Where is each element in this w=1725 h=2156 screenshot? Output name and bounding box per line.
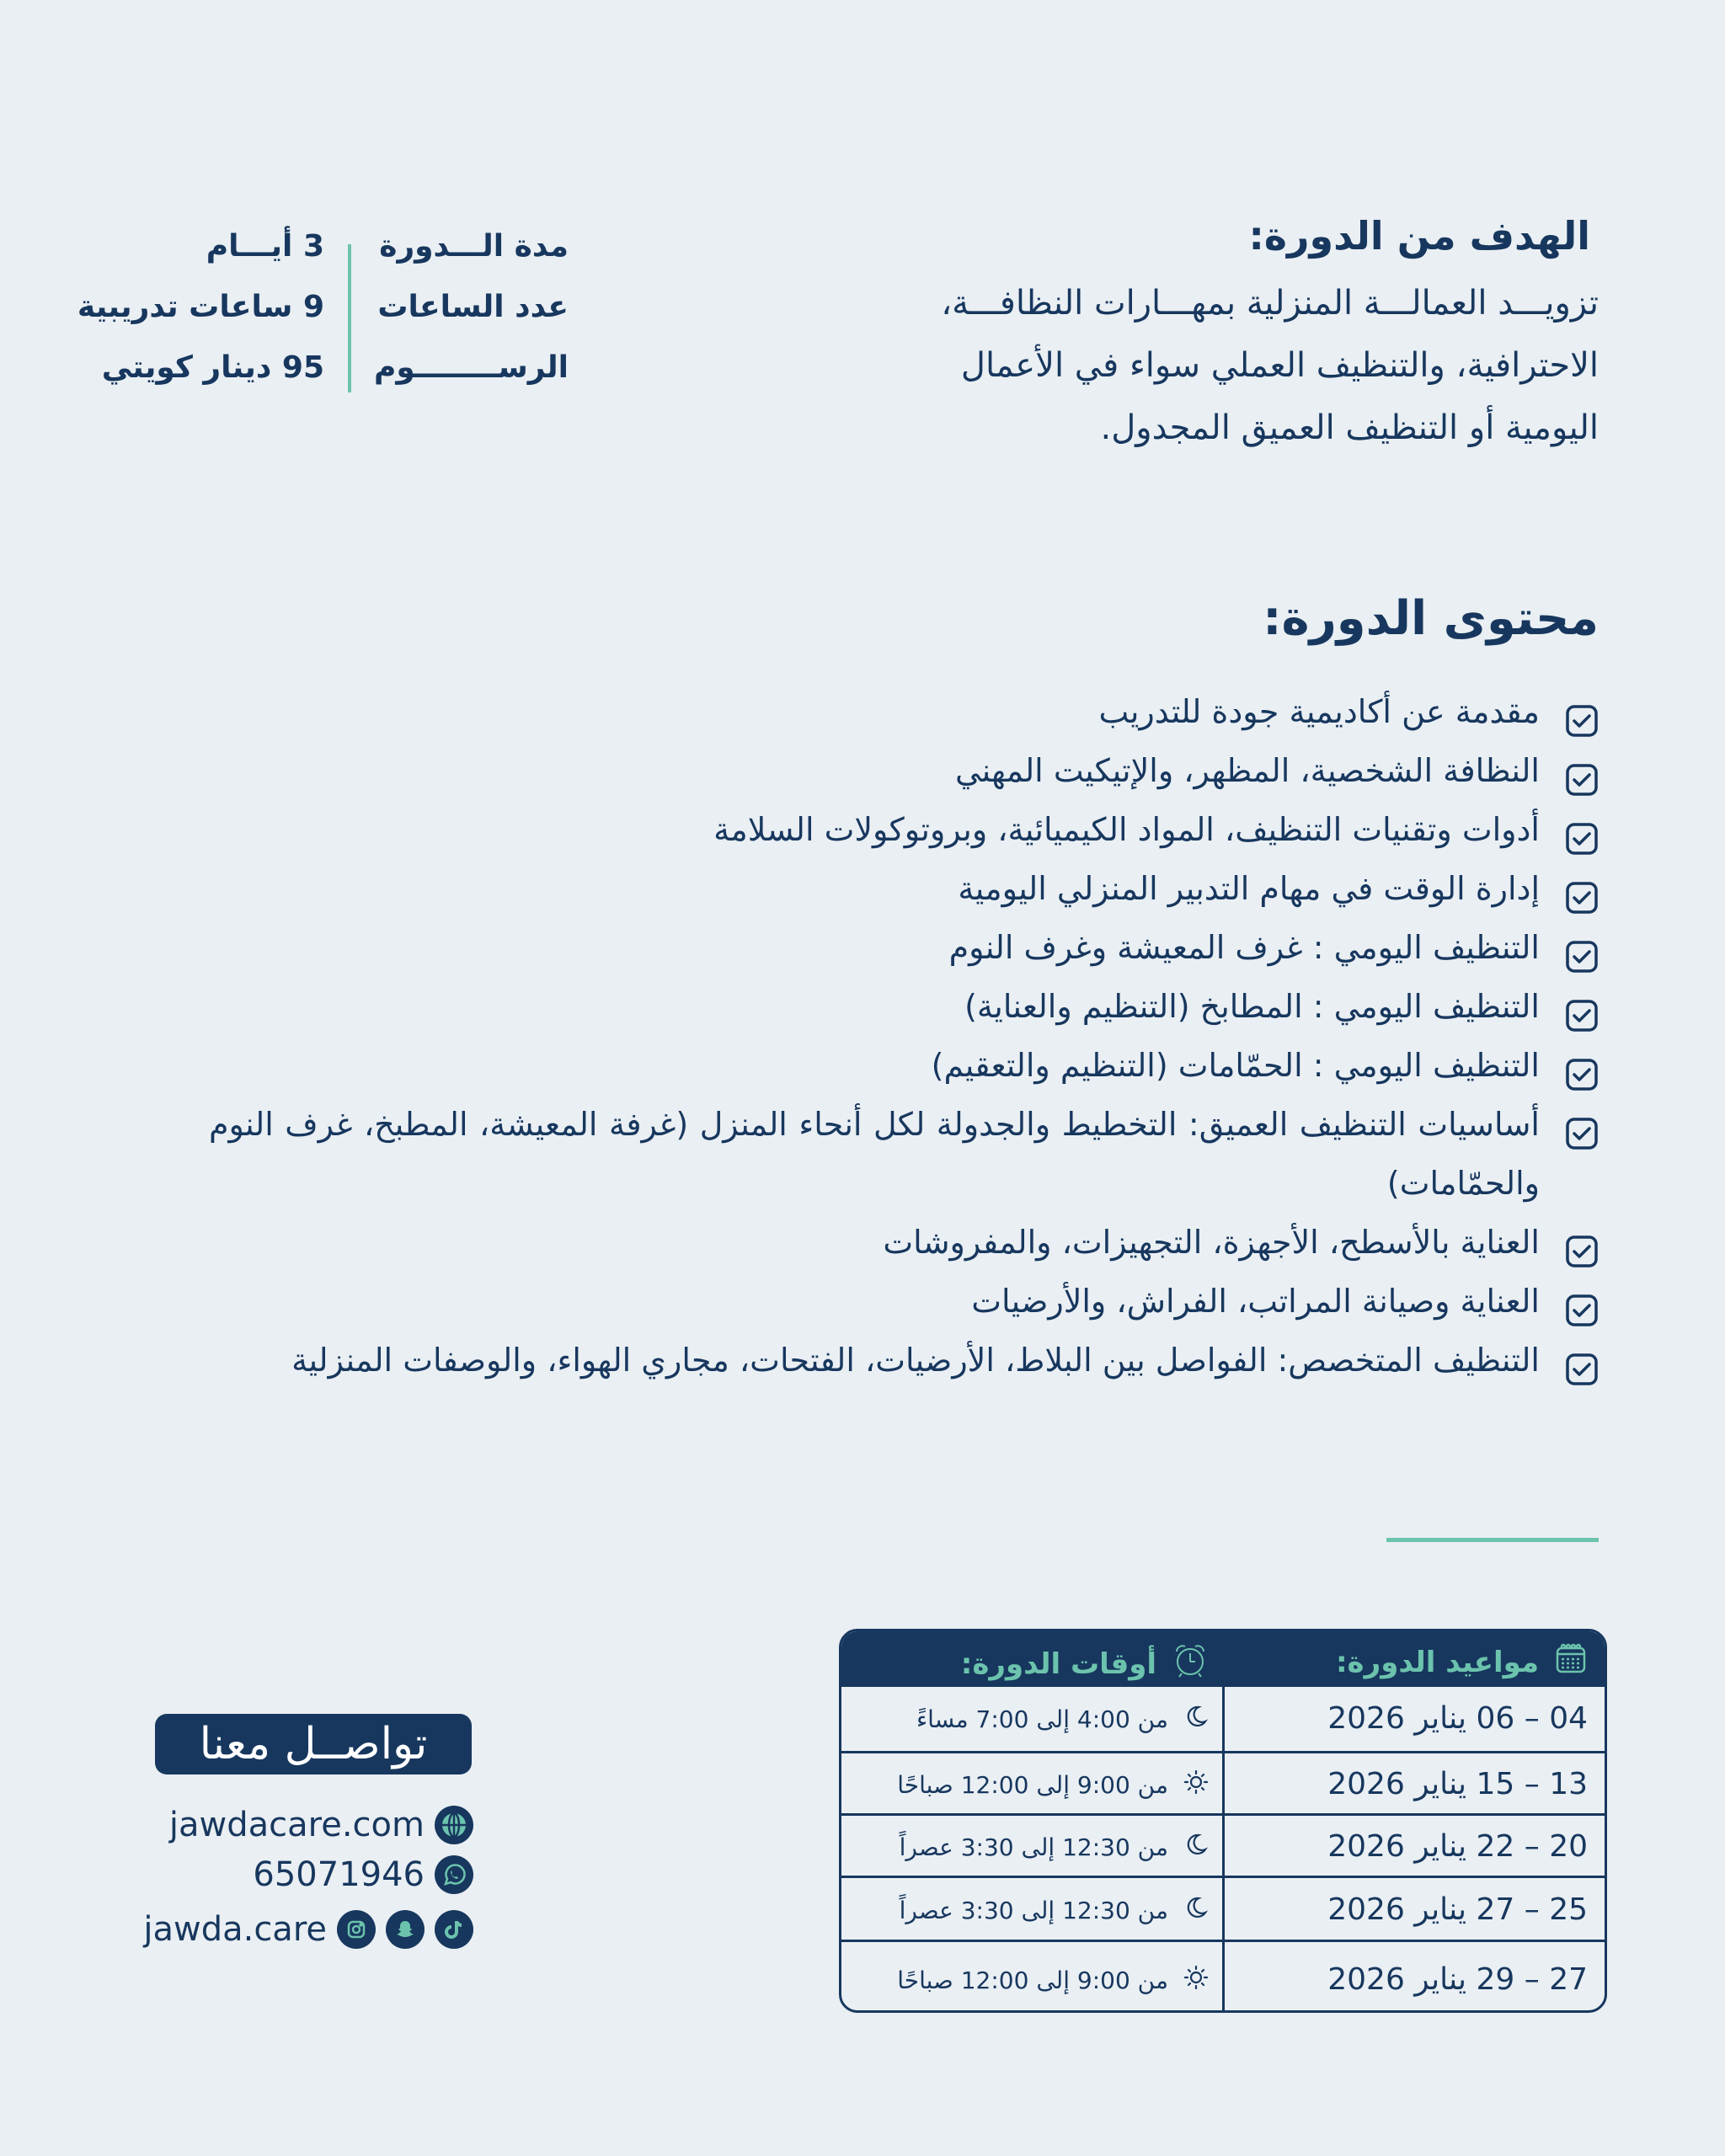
content-item [209, 1095, 1599, 1213]
content-item-text: أدوات وتقنيات التنظيف، المواد الكيميائية، وبروتوكولات السلامة [713, 811, 1540, 848]
schedule-time: من 12:30 إلى 3:30 عصراً [899, 1896, 1168, 1924]
checkbox-checked-icon [1565, 933, 1599, 967]
globe-icon [435, 1806, 473, 1844]
goal-text: تزويـــد العمالـــة المنزلية بمهـــارات النظافـــة، الاحترافية، والتنظيف العملي سواء في الأعمال اليومية أو التنظيف العميق المجدول. [941, 284, 1599, 447]
content-item [209, 1272, 1599, 1331]
schedule-row [841, 1876, 1605, 1940]
schedule-time-cell [897, 1942, 1209, 2013]
content-item-text: التنظيف اليومي : الحمّامات (التنظيم والتعقيم) [931, 1047, 1540, 1084]
info-label: الرســــــــوم [373, 350, 569, 385]
content-item-text: العناية بالأسطح، الأجهزة، التجهيزات، والمفروشات [883, 1224, 1540, 1261]
content-item-text: التنظيف المتخصص: الفواصل بين البلاط، الأرضيات، الفتحات، مجاري الهواء، والوصفات المنزلية [291, 1342, 1540, 1379]
schedule-time-cell [897, 1753, 1209, 1816]
times-header-label: أوقات الدورة: [960, 1646, 1156, 1681]
calendar-icon [1554, 1641, 1588, 1683]
course-info [77, 221, 569, 398]
moon-icon [1183, 1895, 1209, 1926]
content-title: محتوى الدورة: [1263, 591, 1599, 646]
dates-header [1336, 1641, 1588, 1683]
content-item-text: التنظيف اليومي : غرف المعيشة وغرف النوم [948, 929, 1540, 966]
info-value: 9 ساعات تدريبية [77, 290, 324, 324]
schedule-time: من 4:00 إلى 7:00 مساءً [916, 1705, 1168, 1733]
checkbox-checked-icon [1565, 756, 1599, 790]
checkbox-checked-icon [1565, 1346, 1599, 1380]
content-item [209, 977, 1599, 1036]
schedule-row [841, 1813, 1605, 1876]
goal-title: الهدف من الدورة: [1248, 213, 1590, 259]
checkbox-checked-icon [1565, 815, 1599, 849]
checkbox-checked-icon [1565, 992, 1599, 1026]
website-link[interactable]: jawdacare.com [168, 1806, 425, 1844]
schedule-date: 20 – 22 يناير 2026 [1327, 1829, 1588, 1864]
content-item-text: أساسيات التنظيف العميق: التخطيط والجدولة لكل أنحاء المنزل (غرفة المعيشة، المطبخ، غرف النوم والحمّامات) [209, 1106, 1540, 1202]
schedule-time-cell [900, 1878, 1209, 1942]
content-list [209, 682, 1599, 1390]
sun-icon [1183, 1965, 1209, 1996]
checkbox-checked-icon [1565, 1051, 1599, 1085]
social-handle[interactable]: jawda.care [143, 1910, 327, 1949]
tiktok-icon[interactable] [435, 1910, 473, 1949]
schedule-time: من 9:00 إلى 12:00 صباحًا [897, 1966, 1168, 1994]
website-row [84, 1804, 473, 1846]
info-label: مدة الـــدورة [379, 229, 569, 264]
content-item-text: التنظيف اليومي : المطابخ (التنظيم والعناية) [964, 988, 1540, 1025]
social-row [84, 1908, 473, 1951]
schedule-time: من 12:30 إلى 3:30 عصراً [899, 1833, 1168, 1861]
info-row-duration [88, 229, 569, 288]
schedule-time: من 9:00 إلى 12:00 صباحًا [897, 1770, 1168, 1799]
schedule-row [841, 1751, 1605, 1813]
schedule-time-cell [900, 1816, 1209, 1878]
schedule-row [841, 1687, 1605, 1751]
content-item [209, 918, 1599, 977]
content-item [209, 682, 1599, 741]
contact-us-button[interactable]: تواصــل معنا [155, 1714, 472, 1774]
times-header [961, 1641, 1209, 1686]
schedule-time-cell [916, 1687, 1209, 1751]
content-item [209, 1036, 1599, 1095]
schedule-row [841, 1940, 1605, 2013]
moon-icon [1183, 1704, 1209, 1735]
phone-number[interactable]: 65071946 [253, 1855, 425, 1894]
content-item [209, 859, 1599, 918]
content-item [209, 800, 1599, 859]
sun-icon [1183, 1769, 1209, 1801]
info-row-fees [88, 350, 569, 409]
content-section [209, 581, 1599, 1390]
schedule-date: 27 – 29 يناير 2026 [1327, 1962, 1588, 1997]
checkbox-checked-icon [1565, 874, 1599, 908]
schedule-date: 04 – 06 يناير 2026 [1327, 1701, 1588, 1736]
info-row-hours [77, 290, 569, 349]
schedule-date: 25 – 27 يناير 2026 [1327, 1892, 1588, 1927]
schedule-table [839, 1629, 1607, 2013]
content-item-text: النظافة الشخصية، المظهر، والإتيكيت المهني [954, 752, 1540, 789]
info-label: عدد الساعات [377, 290, 569, 324]
whatsapp-icon [435, 1855, 473, 1894]
moon-icon [1183, 1832, 1209, 1863]
content-item-text: العناية وصيانة المراتب، الفراش، والأرضيات [971, 1283, 1540, 1320]
schedule-date: 13 – 15 يناير 2026 [1327, 1767, 1588, 1801]
content-item [209, 741, 1599, 800]
goal-section [908, 206, 1599, 459]
alarm-clock-icon [1172, 1641, 1209, 1686]
checkbox-checked-icon [1565, 1110, 1599, 1144]
checkbox-checked-icon [1565, 1287, 1599, 1321]
dates-header-label: مواعيد الدورة: [1335, 1645, 1539, 1679]
info-value: 95 دينار كويتي [101, 350, 324, 385]
info-value: 3 أيـــام [206, 229, 324, 264]
snapchat-icon[interactable] [386, 1910, 425, 1949]
content-item-text: إدارة الوقت في مهام التدبير المنزلي اليومية [958, 870, 1540, 907]
accent-divider [1386, 1538, 1599, 1542]
phone-row [84, 1854, 473, 1896]
table-header [841, 1631, 1605, 1687]
checkbox-checked-icon [1565, 697, 1599, 731]
checkbox-checked-icon [1565, 1228, 1599, 1262]
content-item [209, 1213, 1599, 1272]
content-item [209, 1331, 1599, 1390]
instagram-icon[interactable] [337, 1910, 376, 1949]
content-item-text: مقدمة عن أكاديمية جودة للتدريب [1098, 693, 1540, 730]
